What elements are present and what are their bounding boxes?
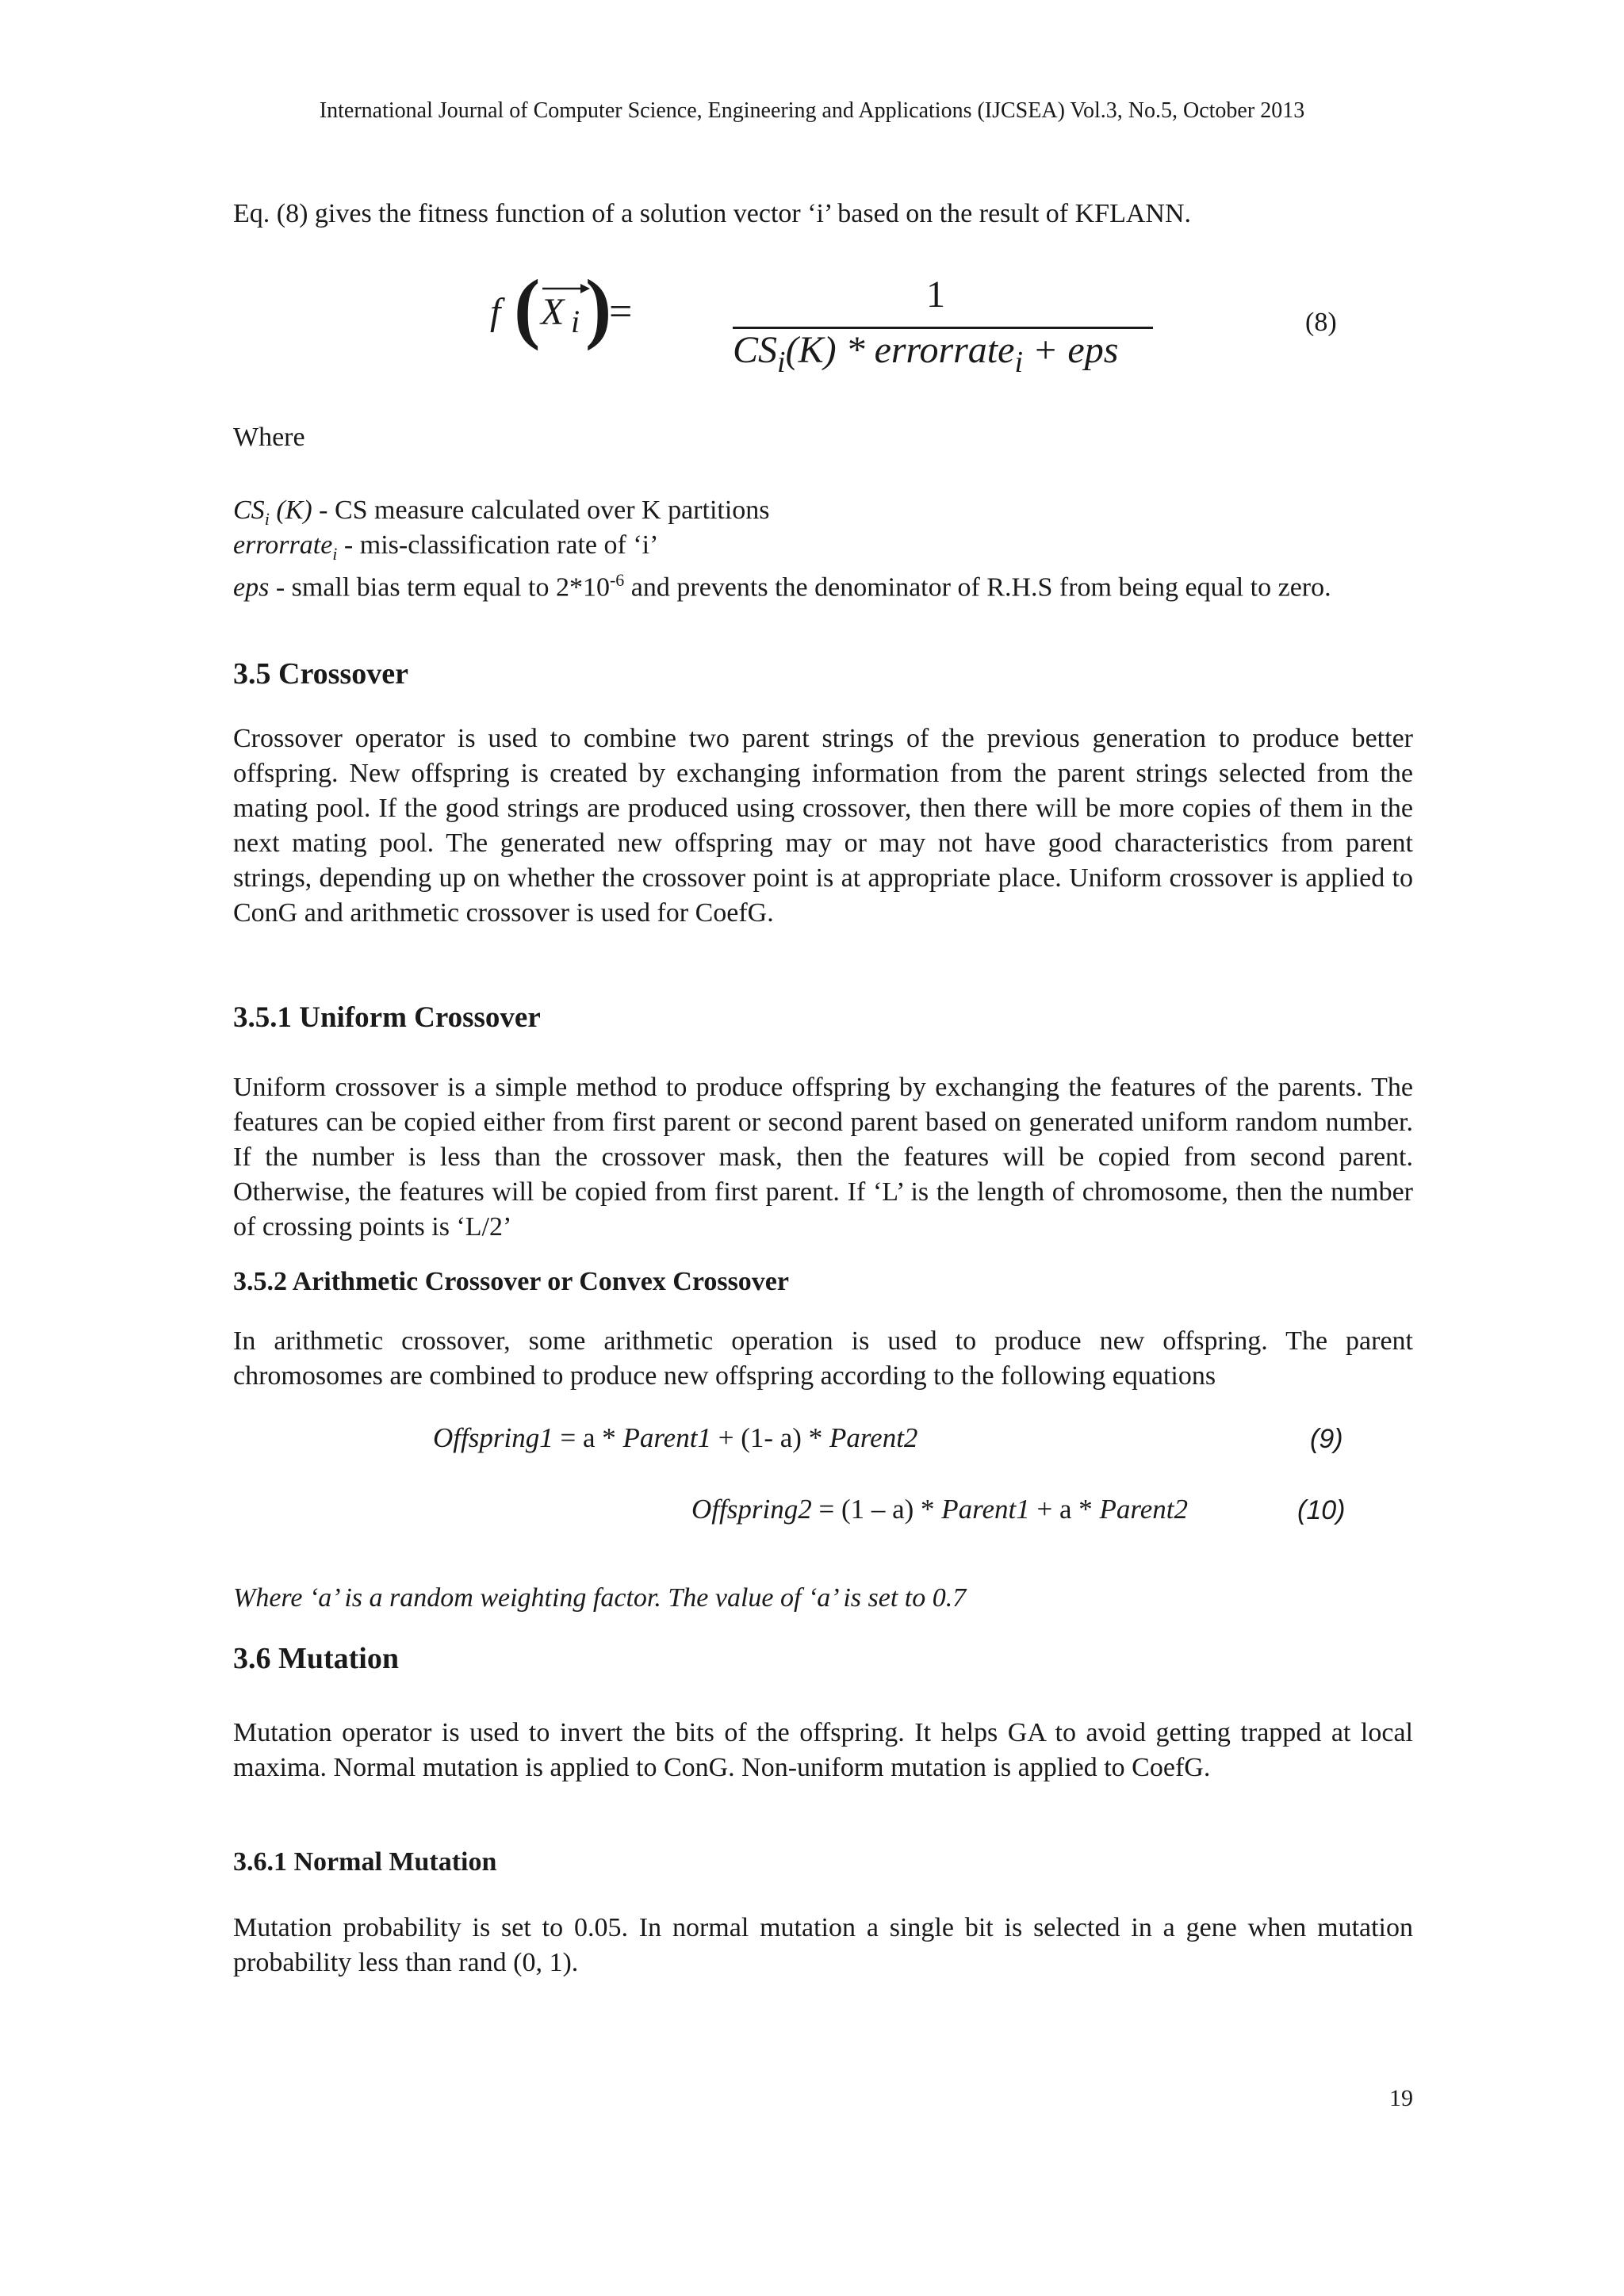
eq8-right-paren: ): [585, 263, 612, 351]
running-header: International Journal of Computer Science, Engineering and Applications (IJCSEA) Vol.3, No.5, October 2013: [319, 98, 1305, 123]
section-3-5-2-body: In arithmetic crossover, some arithmetic operation is used to produce new offspring. The parent chromosomes are combined to produce new offspring according to the following equations: [233, 1326, 1413, 1391]
eq8-den-sub-1: i: [777, 346, 786, 379]
section-3-6-1-heading: 3.6.1 Normal Mutation: [233, 1847, 497, 1877]
equation-8: [0, 262, 1624, 388]
section-3-5-1-body: Uniform crossover is a simple method to produce offspring by exchanging the features of the parents. The features can be copied either from first parent or second parent based on generated uniform random number. If the number is less than the crossover mask, then the features will be copied from second parent. Otherwise, the features will be copied from first parent. If ‘L’ is the length of chromosome, then the number of crossing points is ‘L/2’: [233, 1073, 1413, 1242]
equation-10: Offspring2 = (1 – a) * Parent1 + a * Parent2: [691, 1494, 1189, 1525]
eq8-den-cs: CS: [733, 329, 778, 371]
eq10-number: (10): [1297, 1495, 1346, 1525]
eq8-denominator: [733, 328, 1119, 379]
eq8-f: f: [490, 291, 501, 333]
definition-eps: eps - small bias term equal to $2*10^{-6}$ and prevents the denominator of R.H.S from being equal to zero.: [233, 570, 1331, 603]
eq8-den-eps: + eps: [1023, 329, 1119, 371]
where-label: Where: [233, 423, 305, 452]
vector-arrow-icon: [541, 282, 592, 295]
definition-errorrate: errorrate$_i$ - mis-classification rate of ‘i’: [233, 530, 659, 564]
weighting-factor-note: Where ‘a’ is a random weighting factor. The value of ‘a’ is set to 0.7: [233, 1583, 967, 1613]
intro-paragraph: Eq. (8) gives the fitness function of a solution vector ‘i’ based on the result of KFLANN.: [233, 199, 1191, 228]
eq8-equals: =: [609, 289, 633, 335]
section-3-6-1-body: Mutation probability is set to 0.05. In normal mutation a single bit is selected in a gene when mutation probability less than rand (0, 1).: [233, 1913, 1413, 1977]
section-3-5-body: Crossover operator is used to combine two parent strings of the previous generation to produce better offspring. New offspring is created by exchanging information from the parent strings selected from the mating pool. If the good strings are produced using crossover, then there will be more copies of them in the next mating pool. The generated new offspring may or may not have good characteristics from parent strings, depending up on whether the crossover point is at appropriate place. Uniform crossover is applied to ConG and arithmetic crossover is used for CoefG.: [233, 724, 1413, 928]
eq8-x-subscript: i: [571, 304, 580, 339]
equation-9: Offspring1 = a * Parent1 + (1- a) * Parent2: [433, 1422, 918, 1453]
eq8-left-paren: (: [514, 263, 541, 351]
eq8-number: (8): [1305, 308, 1337, 337]
section-3-5-2-heading: 3.5.2 Arithmetic Crossover or Convex Crossover: [233, 1267, 789, 1296]
eq8-numerator: 1: [926, 274, 945, 316]
section-3-5-1-heading: 3.5.1 Uniform Crossover: [233, 1001, 541, 1034]
eq8-den-k: (K) * errorrate: [785, 329, 1015, 371]
eq9-number: (9): [1310, 1424, 1343, 1454]
section-3-5-heading: 3.5 Crossover: [233, 657, 408, 691]
section-3-6-heading: 3.6 Mutation: [233, 1642, 399, 1675]
eq8-x: X: [541, 291, 565, 333]
definition-cs: $CS_i$ (K) - CS measure calculated over K partitions: [233, 496, 770, 529]
page-number: 19: [1389, 2085, 1413, 2111]
eq8-den-sub-2: i: [1014, 346, 1024, 379]
section-3-6-body: Mutation operator is used to invert the bits of the offspring. It helps GA to avoid getting trapped at local maxima. Normal mutation is applied to ConG. Non-uniform mutation is applied to CoefG.: [233, 1718, 1413, 1782]
